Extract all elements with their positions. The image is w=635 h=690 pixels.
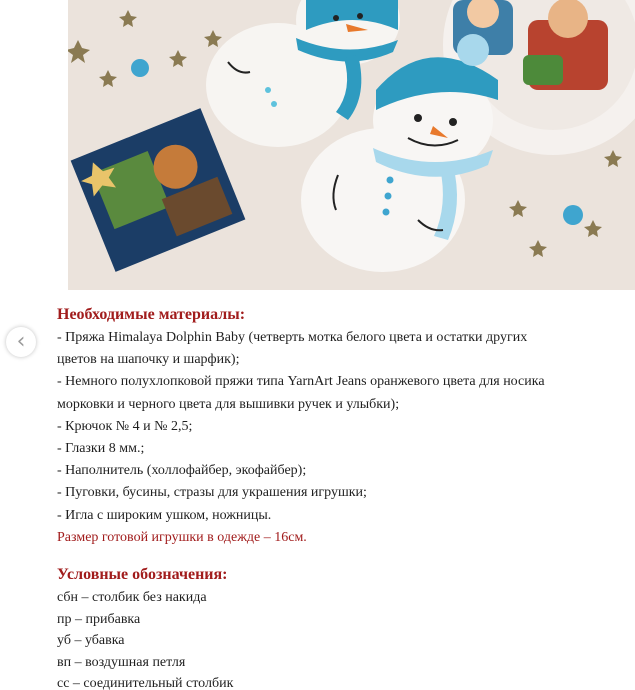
legend-section <box>57 566 635 690</box>
chevron-left-icon: ‹ <box>16 329 26 354</box>
previous-slide-button[interactable] <box>6 327 36 357</box>
legend-item: сс – соединительный столбик <box>57 676 234 690</box>
materials-line: цветов на шапочку и шарфик); <box>57 352 240 368</box>
legend-item: уб – убавка <box>57 633 125 648</box>
snowmen-photo <box>68 0 635 290</box>
materials-line: - Пряжа Himalaya Dolphin Baby (четверть мотка белого цвета и остатки других <box>57 330 528 345</box>
materials-line: - Глазки 8 мм.; <box>57 441 145 457</box>
legend-item: пр – прибавка <box>57 611 141 627</box>
materials-heading: Необходимые материалы: <box>57 306 246 323</box>
legend-item: сбн – столбик без накида <box>57 590 207 605</box>
legend-item: вп – воздушная петля <box>57 654 186 670</box>
materials-line: морковки и черного цвета для вышивки ручек и улыбки); <box>57 396 400 412</box>
materials-line: - Пуговки, бусины, стразы для украшения игрушки; <box>57 485 367 501</box>
materials-line: - Крючок № 4 и № 2,5; <box>57 418 193 434</box>
materials-line: - Наполнитель (холлофайбер, экофайбер); <box>57 463 307 479</box>
materials-line: - Игла с широким ушком, ножницы. <box>57 507 272 523</box>
materials-line: - Немного полухлопковой пряжи типа YarnArt Jeans оранжевого цвета для носика <box>57 374 545 390</box>
legend-heading: Условные обозначения: <box>57 566 228 583</box>
size-note: Размер готовой игрушки в одежде – 16см. <box>57 529 307 545</box>
materials-section <box>57 306 635 549</box>
